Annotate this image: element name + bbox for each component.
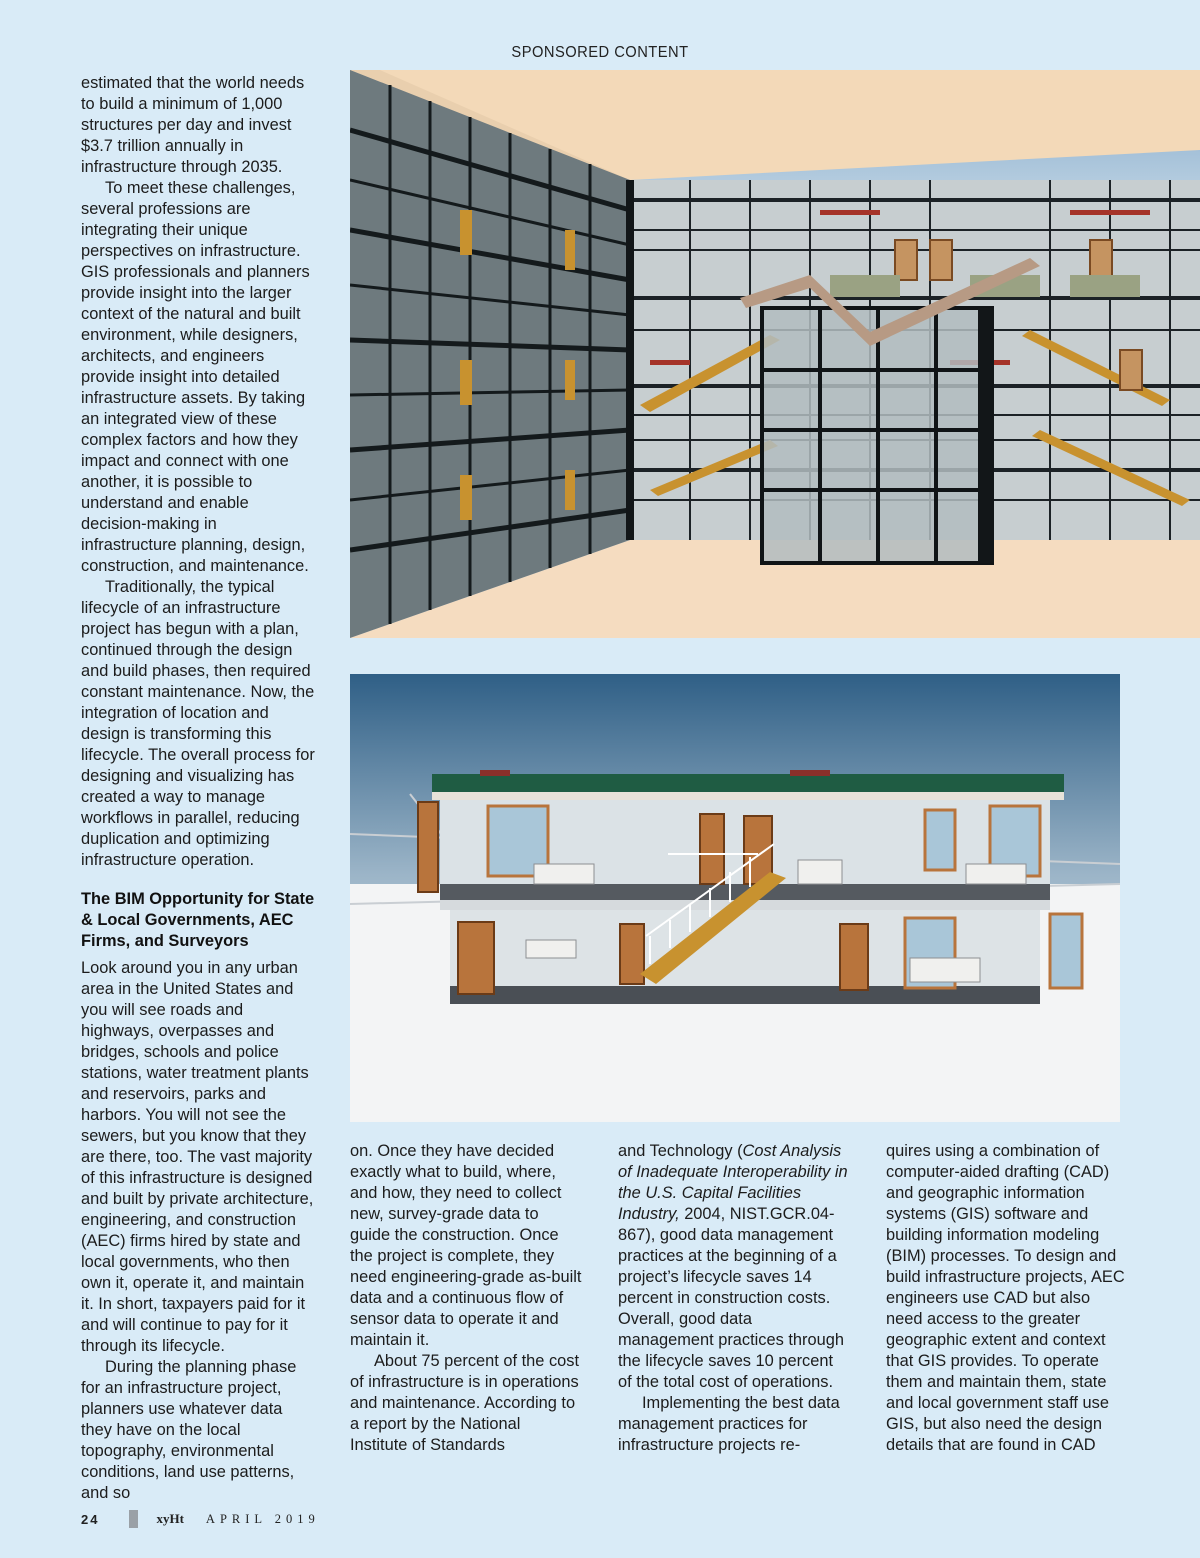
text-run: 2004, NIST.GCR.04-867), good data management practices at the beginning of a project’s lifecycle saves 14 percent in construction costs. Overall, good data management practices through the lifecycle saves 10 percent of the total cost of operations. bbox=[618, 1205, 844, 1391]
sponsored-content-label: SPONSORED CONTENT bbox=[511, 44, 689, 61]
article-column-4 bbox=[886, 1141, 1126, 1456]
footer-divider bbox=[129, 1510, 138, 1528]
text-run: and Technology ( bbox=[618, 1142, 743, 1160]
issue-date: APRIL 2019 bbox=[205, 1511, 320, 1526]
section-subheading: The BIM Opportunity for State & Local Governments, AEC Firms, and Surveyors bbox=[81, 890, 315, 950]
magazine-name: xyHt bbox=[156, 1511, 184, 1526]
paragraph: During the planning phase for an infrastructure project, planners use whatever data they have on the local topography, environmental conditions, land use patterns, and so bbox=[81, 1358, 297, 1502]
article-column-3 bbox=[618, 1141, 850, 1456]
report-title: Cost Analysis of Inadequate Interoperability in the U.S. Capital Facilities Industry, bbox=[618, 1142, 848, 1223]
paragraph bbox=[618, 1141, 850, 1393]
paragraph: Implementing the best data management practices for infrastructure projects re- bbox=[618, 1394, 840, 1454]
article-column-1 bbox=[81, 73, 315, 1504]
paragraph: on. Once they have decided exactly what to build, where, and how, they need to collect new, survey-grade data to guide the construction. Once the project is complete, they need engineering-grade as-built data and a continuous flow of sensor data to operate it and maintain it. bbox=[350, 1142, 582, 1349]
paragraph: quires using a combination of computer-aided drafting (CAD) and geographic information systems (GIS) software and building information modeling (BIM) processes. To design and build infrastructure projects, AEC engineers use CAD but also need access to the greater geographic extent and context that GIS provides. To operate them and maintain them, state and local government staff use GIS, but also need the design details that are found in CAD bbox=[886, 1142, 1125, 1454]
paragraph: Look around you in any urban area in the United States and you will see roads and highways, overpasses and bridges, schools and police stations, water treatment plants and reservoirs, parks and harbors. You will not see the sewers, but you know that they are there, too. The vast majority of this infrastructure is designed and built by private architecture, engineering, and construction (AEC) firms hired by state and local governments, who then own it, operate it, and maintain it. In short, taxpayers paid for it and will continue to pay for it through its lifecycle. bbox=[81, 959, 314, 1355]
atrium-rendering-image bbox=[350, 70, 1200, 638]
page-footer bbox=[81, 1508, 320, 1530]
paragraph: Traditionally, the typical lifecycle of an infrastructure project has begun with a plan, continued through the design and build phases, then required constant maintenance. Now, the integration of location and design is transforming this lifecycle. The overall process for designing and visualizing has created a way to manage workflows in parallel, reducing duplication and optimizing infrastructure operation. bbox=[81, 578, 315, 869]
building-cutaway-rendering-image bbox=[350, 674, 1120, 1122]
paragraph: estimated that the world needs to build a minimum of 1,000 structures per day and invest $3.7 trillion annually in infrastructure through 2035. bbox=[81, 74, 305, 176]
paragraph: About 75 percent of the cost of infrastructure is in operations and maintenance. According to a report by the National Institute of Standards bbox=[350, 1352, 580, 1454]
paragraph: To meet these challenges, several professions are integrating their unique perspectives on infrastructure. GIS professionals and planners provide insight into the larger context of the natural and built environment, while designers, architects, and engineers provide insight into detailed infrastructure assets. By taking an integrated view of these complex factors and how they impact and connect with one another, it is possible to understand and enable decision-making in infrastructure planning, design, construction, and maintenance. bbox=[81, 179, 310, 575]
article-column-2 bbox=[350, 1141, 582, 1456]
page-number: 24 bbox=[81, 1511, 100, 1527]
